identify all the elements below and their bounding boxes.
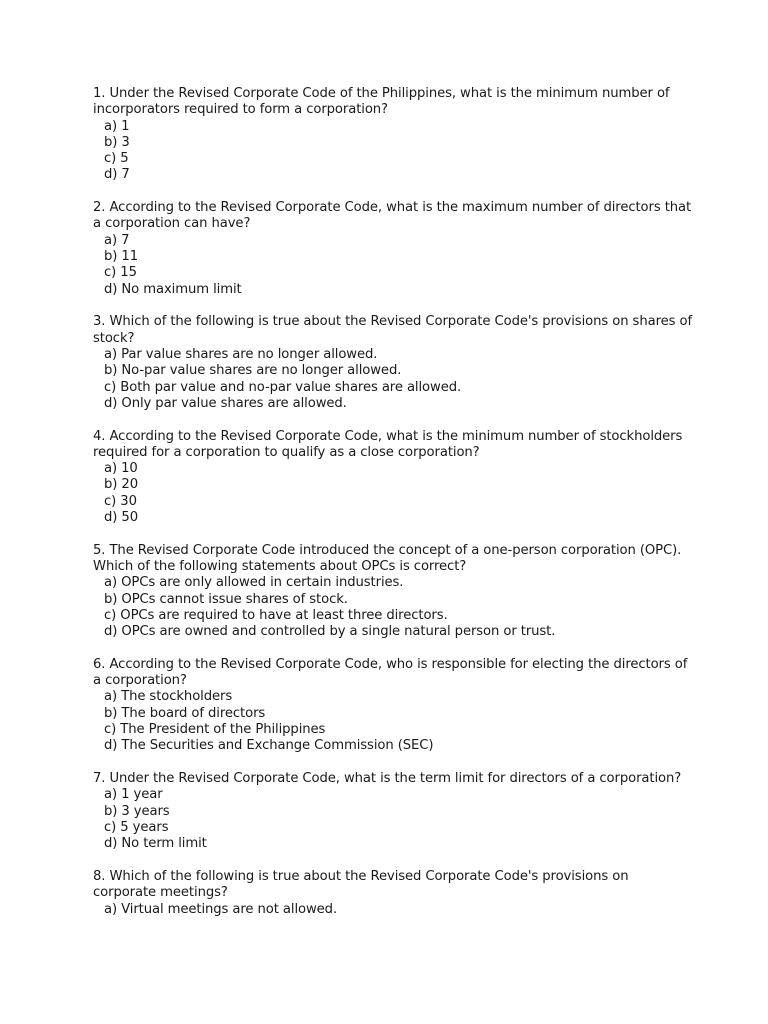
option-a: a) The stockholders [104, 689, 233, 705]
question-4 [93, 429, 693, 527]
question-7 [93, 771, 693, 852]
option-b: b) No-par value shares are no longer allowed. [104, 363, 402, 379]
question-2 [93, 200, 693, 298]
question-text: 3. Which of the following is true about the Revised Corporate Code's provisions on shares of stock? [93, 314, 692, 346]
option-d: d) 7 [104, 167, 130, 183]
option-a: a) Virtual meetings are not allowed. [104, 901, 338, 917]
question-text: 6. According to the Revised Corporate Code, who is responsible for electing the directors of a corporation? [93, 656, 688, 689]
option-d: d) Only par value shares are allowed. [104, 395, 347, 411]
option-b: b) OPCs cannot issue shares of stock. [104, 591, 348, 607]
question-text: 1. Under the Revised Corporate Code of the Philippines, what is the minimum number of incorporators required to form a corporation? [93, 86, 670, 118]
option-list [93, 461, 693, 526]
option-a: a) Par value shares are no longer allowed. [104, 346, 378, 362]
question-text: 5. The Revised Corporate Code introduced the concept of a one-person corporation (OPC). Which of the following statements about OPCs is correct? [93, 542, 682, 574]
option-b: b) 11 [104, 249, 138, 265]
question-1 [93, 86, 693, 184]
option-b: b) 3 [104, 134, 130, 150]
option-list [93, 347, 693, 412]
option-c: c) 5 [104, 151, 129, 167]
option-c: c) 5 years [104, 819, 169, 835]
option-d: d) OPCs are owned and controlled by a single natural person or trust. [104, 624, 556, 640]
option-c: c) The President of the Philippines [104, 722, 326, 738]
option-list [93, 119, 693, 184]
option-a: a) OPCs are only allowed in certain industries. [104, 575, 404, 591]
option-a: a) 1 [104, 118, 130, 134]
option-a: a) 1 year [104, 787, 163, 803]
option-list [93, 233, 693, 298]
option-d: d) No term limit [104, 836, 207, 852]
option-c: c) Both par value and no-par value shares are allowed. [104, 379, 462, 395]
option-b: b) The board of directors [104, 705, 266, 721]
option-c: c) 30 [104, 493, 137, 509]
option-c: c) OPCs are required to have at least three directors. [104, 607, 448, 623]
option-d: d) 50 [104, 510, 138, 525]
option-a: a) 7 [104, 232, 130, 248]
option-d: d) No maximum limit [104, 281, 242, 297]
question-8 [93, 869, 693, 918]
option-d: d) The Securities and Exchange Commission (SEC) [104, 738, 434, 754]
option-c: c) 15 [104, 265, 137, 281]
question-3 [93, 314, 693, 412]
option-list [93, 787, 693, 852]
question-text: 2. According to the Revised Corporate Code, what is the maximum number of directors that a corporation can have? [93, 200, 692, 232]
question-5 [93, 543, 693, 641]
option-b: b) 3 years [104, 803, 170, 819]
option-a: a) 10 [104, 461, 138, 477]
question-text: 8. Which of the following is true about the Revised Corporate Code's provisions on corporate meetings? [93, 868, 629, 901]
option-list [93, 689, 693, 754]
option-list [93, 575, 693, 640]
option-list [93, 902, 693, 918]
question-text: 4. According to the Revised Corporate Code, what is the minimum number of stockholders required for a corporation to qualify as a close corporation? [93, 428, 683, 460]
document-page [93, 86, 693, 934]
question-6 [93, 657, 693, 755]
question-text: 7. Under the Revised Corporate Code, what is the term limit for directors of a corporation? [93, 771, 682, 787]
option-b: b) 20 [104, 477, 138, 493]
